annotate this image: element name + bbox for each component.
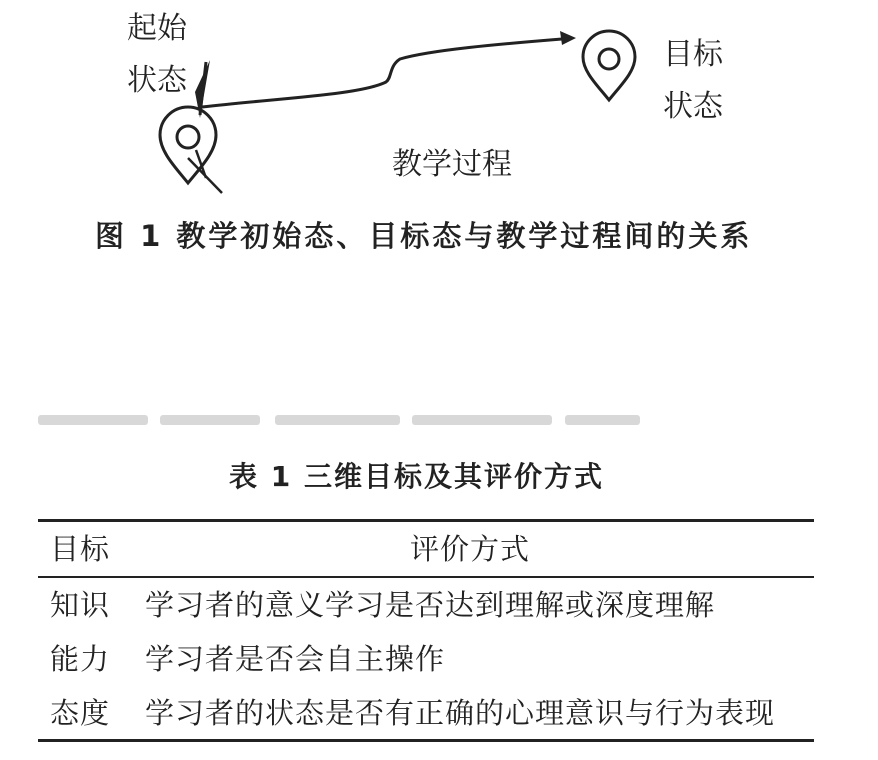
table-cell-method: 学习者的状态是否有正确的心理意识与行为表现 bbox=[145, 696, 776, 730]
start-state-label-1: 起始 bbox=[127, 11, 187, 46]
target-location-pin-icon bbox=[583, 31, 635, 100]
target-state-label-1: 目标 bbox=[663, 37, 723, 72]
table-cell-method: 学习者的意义学习是否达到理解或深度理解 bbox=[145, 588, 716, 622]
start-location-pin-icon bbox=[160, 107, 222, 193]
table-cell-method: 学习者是否会自主操作 bbox=[145, 642, 446, 676]
process-path-arrow bbox=[202, 31, 576, 107]
table-cell-goal: 知识 bbox=[50, 588, 111, 622]
table-cell-goal: 能力 bbox=[50, 642, 111, 676]
table-bottom-rule bbox=[38, 739, 814, 742]
table-cell-goal: 态度 bbox=[50, 696, 111, 730]
figure-caption: 图 1 教学初始态、目标态与教学过程间的关系 bbox=[95, 219, 753, 253]
table-top-rule bbox=[38, 519, 814, 522]
target-state-label-2: 状态 bbox=[663, 89, 723, 124]
table-header-goal: 目标 bbox=[50, 532, 111, 566]
table-header-rule bbox=[38, 576, 814, 578]
start-state-label-2: 状态 bbox=[127, 63, 187, 98]
teaching-process-label: 教学过程 bbox=[392, 147, 512, 182]
table-title: 表 1 三维目标及其评价方式 bbox=[229, 460, 604, 493]
table-header-method: 评价方式 bbox=[410, 532, 531, 566]
